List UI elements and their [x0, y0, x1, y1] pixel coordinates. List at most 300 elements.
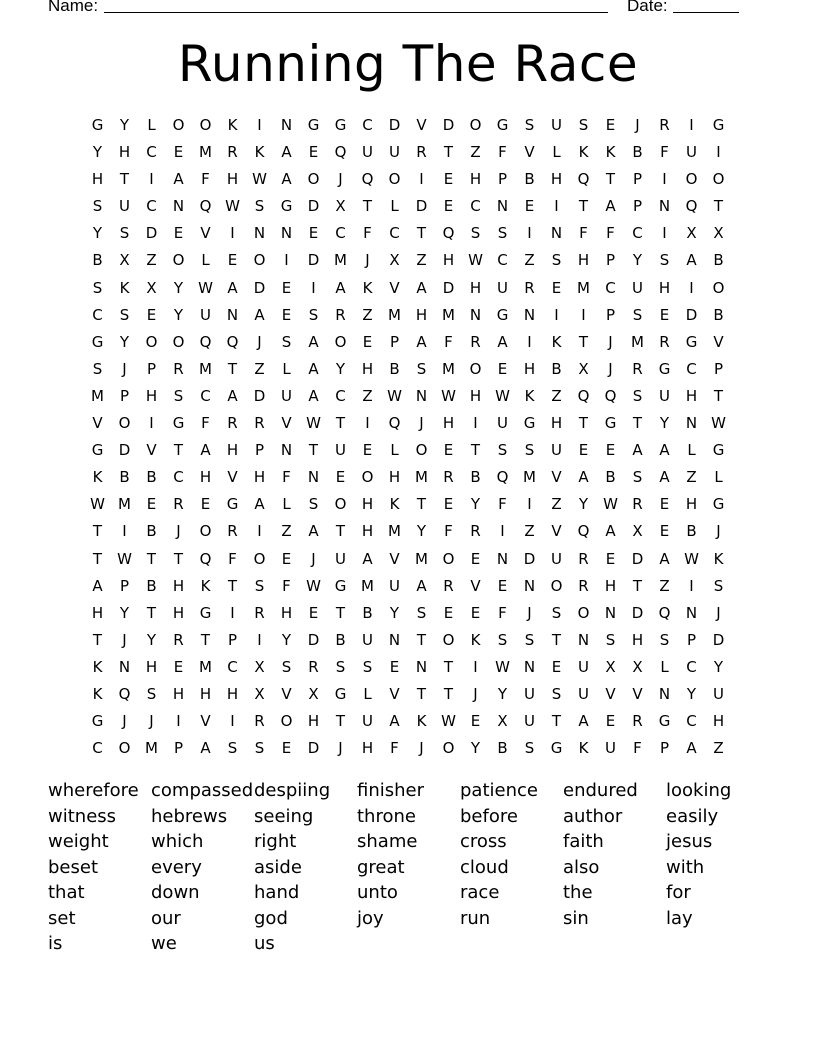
- grid-letter: L: [282, 359, 291, 378]
- word-bank-item: god: [254, 907, 288, 929]
- grid-letter: E: [200, 495, 211, 514]
- grid-letter: P: [497, 170, 508, 189]
- grid-letter: R: [173, 630, 184, 649]
- grid-letter: N: [604, 603, 617, 622]
- grid-letter: O: [307, 170, 320, 189]
- grid-letter: A: [308, 386, 319, 405]
- grid-letter: E: [227, 251, 238, 270]
- grid-letter: I: [365, 414, 370, 433]
- grid-letter: C: [362, 116, 373, 134]
- grid-letter: N: [388, 630, 401, 649]
- grid-letter: G: [91, 332, 104, 351]
- grid-letter: N: [523, 576, 536, 595]
- grid-letter: S: [497, 441, 508, 460]
- grid-letter: I: [662, 170, 667, 189]
- grid-letter: L: [552, 143, 561, 162]
- grid-letter: R: [254, 603, 265, 622]
- grid-letter: P: [254, 441, 265, 460]
- grid-letter: B: [497, 739, 508, 758]
- grid-letter: S: [470, 224, 481, 243]
- grid-letter: C: [686, 657, 697, 676]
- word-bank-item: before: [460, 805, 518, 827]
- grid-letter: B: [92, 251, 103, 270]
- grid-letter: Q: [199, 197, 212, 216]
- grid-letter: F: [201, 414, 210, 433]
- grid-letter: S: [281, 657, 292, 676]
- grid-letter: F: [606, 224, 615, 243]
- grid-letter: E: [173, 143, 184, 162]
- grid-letter: Z: [281, 522, 292, 541]
- grid-letter: H: [361, 495, 374, 514]
- grid-letter: P: [119, 386, 130, 405]
- grid-letter: J: [311, 549, 316, 568]
- grid-letter: F: [498, 603, 507, 622]
- grid-letter: M: [523, 468, 536, 487]
- grid-letter: S: [281, 332, 292, 351]
- grid-letter: Q: [226, 332, 239, 351]
- grid-letter: O: [442, 549, 455, 568]
- letter-grid: [84, 112, 732, 762]
- grid-letter: A: [659, 441, 670, 460]
- grid-letter: N: [226, 305, 239, 324]
- grid-letter: E: [497, 576, 508, 595]
- grid-letter: T: [416, 684, 427, 703]
- grid-letter: I: [230, 712, 235, 731]
- grid-letter: L: [363, 684, 372, 703]
- grid-letter: Z: [470, 143, 481, 162]
- grid-letter: A: [497, 332, 508, 351]
- grid-letter: A: [659, 468, 670, 487]
- grid-letter: T: [578, 197, 589, 216]
- header: [48, 0, 748, 18]
- grid-letter: S: [416, 359, 427, 378]
- grid-letter: K: [92, 468, 103, 487]
- grid-letter: C: [632, 224, 643, 243]
- grid-letter: H: [253, 468, 266, 487]
- grid-letter: Q: [577, 522, 590, 541]
- word-bank-item: down: [151, 882, 200, 903]
- grid-letter: H: [469, 386, 482, 405]
- grid-letter: O: [334, 495, 347, 514]
- grid-letter: T: [227, 576, 238, 595]
- grid-letter: Y: [497, 684, 508, 703]
- grid-letter: P: [605, 305, 616, 324]
- grid-letter: H: [631, 630, 644, 649]
- grid-letter: T: [335, 414, 346, 433]
- grid-letter: X: [497, 712, 508, 731]
- grid-letter: A: [308, 359, 319, 378]
- word-bank-item: right: [254, 831, 297, 852]
- grid-letter: K: [605, 143, 616, 162]
- grid-letter: E: [335, 468, 346, 487]
- word-bank-item: race: [460, 882, 500, 903]
- grid-letter: K: [551, 332, 562, 351]
- grid-letter: A: [308, 522, 319, 541]
- grid-letter: I: [473, 657, 478, 676]
- grid-letter: U: [551, 549, 562, 568]
- grid-letter: J: [122, 359, 127, 378]
- grid-letter: B: [335, 630, 346, 649]
- grid-letter: Y: [119, 332, 130, 351]
- grid-letter: A: [605, 197, 616, 216]
- grid-letter: P: [146, 359, 157, 378]
- grid-letter: U: [281, 386, 292, 405]
- grid-letter: W: [711, 414, 726, 433]
- grid-letter: I: [257, 522, 262, 541]
- grid-letter: G: [712, 495, 725, 514]
- grid-letter: S: [308, 495, 319, 514]
- grid-letter: R: [416, 143, 427, 162]
- grid-letter: J: [149, 712, 154, 731]
- grid-letter: C: [92, 739, 103, 758]
- grid-letter: P: [227, 630, 238, 649]
- grid-letter: R: [308, 657, 319, 676]
- grid-letter: W: [306, 576, 321, 595]
- grid-letter: O: [118, 739, 131, 758]
- grid-letter: Y: [173, 305, 184, 324]
- grid-letter: G: [550, 739, 563, 758]
- grid-letter: U: [524, 684, 535, 703]
- grid-letter: R: [632, 495, 643, 514]
- grid-letter: N: [172, 197, 185, 216]
- grid-letter: E: [551, 278, 562, 297]
- grid-letter: V: [281, 414, 292, 433]
- grid-letter: X: [632, 522, 643, 541]
- grid-letter: O: [253, 251, 266, 270]
- grid-letter: A: [335, 278, 346, 297]
- word-bank-item: set: [48, 907, 76, 929]
- grid-letter: H: [415, 305, 428, 324]
- grid-letter: H: [172, 603, 185, 622]
- grid-letter: J: [608, 359, 613, 378]
- grid-letter: M: [118, 495, 131, 514]
- grid-letter: P: [173, 739, 184, 758]
- grid-letter: F: [444, 522, 453, 541]
- word-bank-item: compassed: [151, 780, 254, 801]
- grid-letter: M: [442, 305, 455, 324]
- grid-letter: C: [497, 251, 508, 270]
- grid-letter: B: [470, 468, 481, 487]
- grid-letter: T: [470, 441, 481, 460]
- grid-letter: N: [280, 224, 293, 243]
- grid-letter: H: [469, 278, 482, 297]
- word-bank-item: shame: [357, 831, 418, 852]
- name-blank-line[interactable]: [104, 12, 608, 13]
- grid-letter: A: [686, 739, 697, 758]
- grid-letter: H: [577, 251, 590, 270]
- grid-letter: I: [230, 224, 235, 243]
- grid-letter: J: [257, 332, 262, 351]
- grid-letter: M: [388, 305, 401, 324]
- grid-letter: R: [470, 522, 481, 541]
- grid-letter: S: [497, 630, 508, 649]
- grid-letter: Q: [604, 386, 617, 405]
- grid-letter: H: [388, 468, 401, 487]
- grid-letter: T: [308, 441, 319, 460]
- grid-letter: Y: [713, 657, 724, 676]
- word-bank-item: jesus: [666, 831, 713, 852]
- grid-letter: W: [684, 549, 699, 568]
- grid-letter: N: [118, 657, 131, 676]
- grid-letter: U: [362, 143, 373, 162]
- grid-letter: O: [388, 170, 401, 189]
- grid-letter: J: [176, 522, 181, 541]
- grid-letter: P: [686, 630, 697, 649]
- grid-letter: U: [578, 684, 589, 703]
- grid-letter: H: [172, 684, 185, 703]
- grid-letter: U: [578, 657, 589, 676]
- grid-letter: M: [631, 332, 644, 351]
- grid-letter: V: [389, 278, 400, 297]
- grid-letter: I: [554, 197, 559, 216]
- grid-letter: S: [551, 684, 562, 703]
- grid-letter: M: [199, 657, 212, 676]
- grid-letter: S: [632, 386, 643, 405]
- grid-letter: E: [443, 495, 454, 514]
- grid-letter: Y: [92, 224, 103, 243]
- grid-letter: F: [498, 495, 507, 514]
- grid-letter: I: [284, 251, 289, 270]
- grid-letter: S: [119, 305, 130, 324]
- grid-letter: X: [335, 197, 346, 216]
- grid-letter: D: [442, 116, 455, 134]
- grid-letter: F: [633, 739, 642, 758]
- grid-letter: G: [712, 116, 725, 134]
- grid-letter: S: [92, 278, 103, 297]
- grid-letter: T: [227, 359, 238, 378]
- word-bank-item: also: [563, 856, 600, 878]
- grid-letter: U: [497, 278, 508, 297]
- grid-letter: E: [659, 522, 670, 541]
- grid-letter: V: [551, 522, 562, 541]
- grid-letter: H: [361, 522, 374, 541]
- grid-letter: L: [282, 495, 291, 514]
- grid-letter: K: [578, 143, 589, 162]
- grid-letter: D: [253, 386, 266, 405]
- grid-letter: T: [146, 549, 157, 568]
- grid-letter: G: [658, 359, 671, 378]
- grid-letter: W: [306, 414, 321, 433]
- grid-letter: T: [416, 630, 427, 649]
- grid-letter: Y: [92, 143, 103, 162]
- grid-letter: R: [254, 712, 265, 731]
- grid-letter: Z: [416, 251, 427, 270]
- grid-letter: K: [713, 549, 724, 568]
- grid-letter: Q: [361, 170, 374, 189]
- grid-letter: Q: [577, 170, 590, 189]
- grid-letter: A: [605, 522, 616, 541]
- grid-letter: O: [199, 522, 212, 541]
- grid-letter: E: [281, 739, 292, 758]
- grid-letter: H: [91, 170, 104, 189]
- grid-letter: Y: [335, 359, 346, 378]
- grid-letter: A: [578, 468, 589, 487]
- grid-letter: Q: [199, 332, 212, 351]
- grid-letter: V: [605, 684, 616, 703]
- grid-letter: H: [685, 495, 698, 514]
- grid-letter: H: [226, 441, 239, 460]
- grid-letter: J: [365, 251, 370, 270]
- grid-letter: S: [308, 305, 319, 324]
- grid-letter: N: [469, 305, 482, 324]
- grid-letter: Y: [632, 251, 643, 270]
- grid-letter: M: [361, 576, 374, 595]
- grid-letter: W: [495, 657, 510, 676]
- grid-letter: T: [632, 414, 643, 433]
- grid-letter: A: [632, 441, 643, 460]
- grid-letter: G: [307, 116, 320, 134]
- grid-letter: R: [470, 332, 481, 351]
- word-bank-item: hebrews: [151, 805, 228, 827]
- grid-letter: Y: [146, 630, 157, 649]
- grid-letter: T: [92, 522, 103, 541]
- grid-letter: H: [442, 414, 455, 433]
- grid-letter: R: [659, 116, 670, 134]
- grid-letter: C: [686, 712, 697, 731]
- word-bank-item: easily: [666, 805, 719, 827]
- grid-letter: H: [118, 143, 131, 162]
- grid-letter: Y: [281, 630, 292, 649]
- grid-letter: F: [579, 224, 588, 243]
- grid-letter: R: [443, 576, 454, 595]
- word-bank-item: we: [151, 933, 177, 954]
- grid-letter: J: [419, 739, 424, 758]
- grid-letter: T: [92, 630, 103, 649]
- word-bank-item: sin: [563, 907, 589, 929]
- word-bank-item: faith: [563, 831, 604, 852]
- grid-letter: Z: [713, 739, 724, 758]
- grid-letter: C: [605, 278, 616, 297]
- word-bank-item: that: [48, 882, 85, 903]
- date-blank-line[interactable]: [673, 12, 739, 13]
- word-bank-item: endured: [563, 780, 638, 801]
- grid-letter: T: [578, 332, 589, 351]
- grid-letter: W: [441, 386, 456, 405]
- grid-letter: M: [577, 278, 590, 297]
- grid-letter: E: [308, 603, 319, 622]
- grid-letter: O: [145, 332, 158, 351]
- word-bank-item: hand: [254, 882, 300, 903]
- grid-letter: O: [253, 549, 266, 568]
- grid-letter: U: [389, 576, 400, 595]
- grid-letter: N: [307, 468, 320, 487]
- grid-letter: G: [334, 116, 347, 134]
- grid-letter: E: [524, 197, 535, 216]
- grid-letter: V: [200, 712, 211, 731]
- grid-letter: O: [442, 630, 455, 649]
- grid-letter: H: [226, 170, 239, 189]
- grid-letter: A: [227, 278, 238, 297]
- grid-letter: I: [230, 603, 235, 622]
- grid-letter: U: [713, 684, 724, 703]
- grid-letter: W: [225, 197, 240, 216]
- grid-letter: B: [524, 170, 535, 189]
- grid-letter: I: [527, 495, 532, 514]
- grid-letter: Y: [578, 495, 589, 514]
- word-bank-item: joy: [357, 907, 384, 929]
- grid-letter: V: [281, 684, 292, 703]
- grid-letter: A: [281, 170, 292, 189]
- grid-letter: L: [147, 116, 156, 134]
- grid-letter: G: [226, 495, 239, 514]
- word-bank-item: seeing: [254, 805, 314, 827]
- grid-letter: A: [173, 170, 184, 189]
- grid-letter: C: [200, 386, 211, 405]
- grid-letter: R: [335, 305, 346, 324]
- grid-letter: B: [146, 522, 157, 541]
- grid-letter: I: [311, 278, 316, 297]
- grid-letter: S: [524, 441, 535, 460]
- grid-letter: H: [307, 712, 320, 731]
- grid-letter: K: [416, 712, 427, 731]
- grid-letter: L: [390, 441, 399, 460]
- grid-letter: Q: [496, 468, 509, 487]
- grid-letter: G: [199, 603, 212, 622]
- grid-letter: M: [199, 359, 212, 378]
- grid-letter: O: [442, 739, 455, 758]
- grid-letter: X: [578, 359, 589, 378]
- grid-letter: C: [335, 224, 346, 243]
- grid-letter: F: [282, 468, 291, 487]
- grid-letter: S: [524, 739, 535, 758]
- grid-letter: J: [527, 603, 532, 622]
- grid-letter: Y: [119, 116, 130, 134]
- grid-letter: U: [119, 197, 130, 216]
- grid-letter: E: [308, 224, 319, 243]
- grid-letter: R: [227, 522, 238, 541]
- grid-letter: J: [122, 630, 127, 649]
- grid-letter: Q: [685, 197, 698, 216]
- grid-letter: S: [659, 630, 670, 649]
- grid-letter: D: [523, 549, 536, 568]
- grid-letter: E: [389, 657, 400, 676]
- grid-letter: J: [419, 414, 424, 433]
- grid-letter: B: [632, 143, 643, 162]
- grid-letter: I: [581, 305, 586, 324]
- grid-letter: I: [689, 278, 694, 297]
- grid-letter: O: [199, 116, 212, 134]
- word-bank-item: cross: [460, 831, 507, 852]
- grid-letter: T: [146, 603, 157, 622]
- grid-letter: L: [660, 657, 669, 676]
- grid-letter: C: [227, 657, 238, 676]
- grid-letter: X: [605, 657, 616, 676]
- grid-letter: E: [443, 441, 454, 460]
- grid-letter: A: [281, 143, 292, 162]
- grid-letter: C: [146, 197, 157, 216]
- grid-letter: J: [338, 170, 343, 189]
- grid-letter: A: [416, 332, 427, 351]
- grid-letter: D: [712, 630, 725, 649]
- grid-letter: N: [550, 224, 563, 243]
- grid-letter: F: [201, 170, 210, 189]
- grid-letter: X: [686, 224, 697, 243]
- grid-letter: E: [470, 549, 481, 568]
- grid-letter: S: [254, 197, 265, 216]
- grid-letter: N: [496, 197, 509, 216]
- grid-letter: R: [632, 359, 643, 378]
- grid-letter: T: [335, 712, 346, 731]
- grid-letter: H: [226, 684, 239, 703]
- grid-letter: V: [713, 332, 724, 351]
- word-bank-item: wherefore: [48, 780, 139, 801]
- grid-letter: R: [227, 414, 238, 433]
- grid-letter: B: [389, 359, 400, 378]
- grid-letter: S: [659, 251, 670, 270]
- grid-letter: T: [713, 197, 724, 216]
- grid-letter: S: [497, 224, 508, 243]
- grid-letter: H: [523, 359, 536, 378]
